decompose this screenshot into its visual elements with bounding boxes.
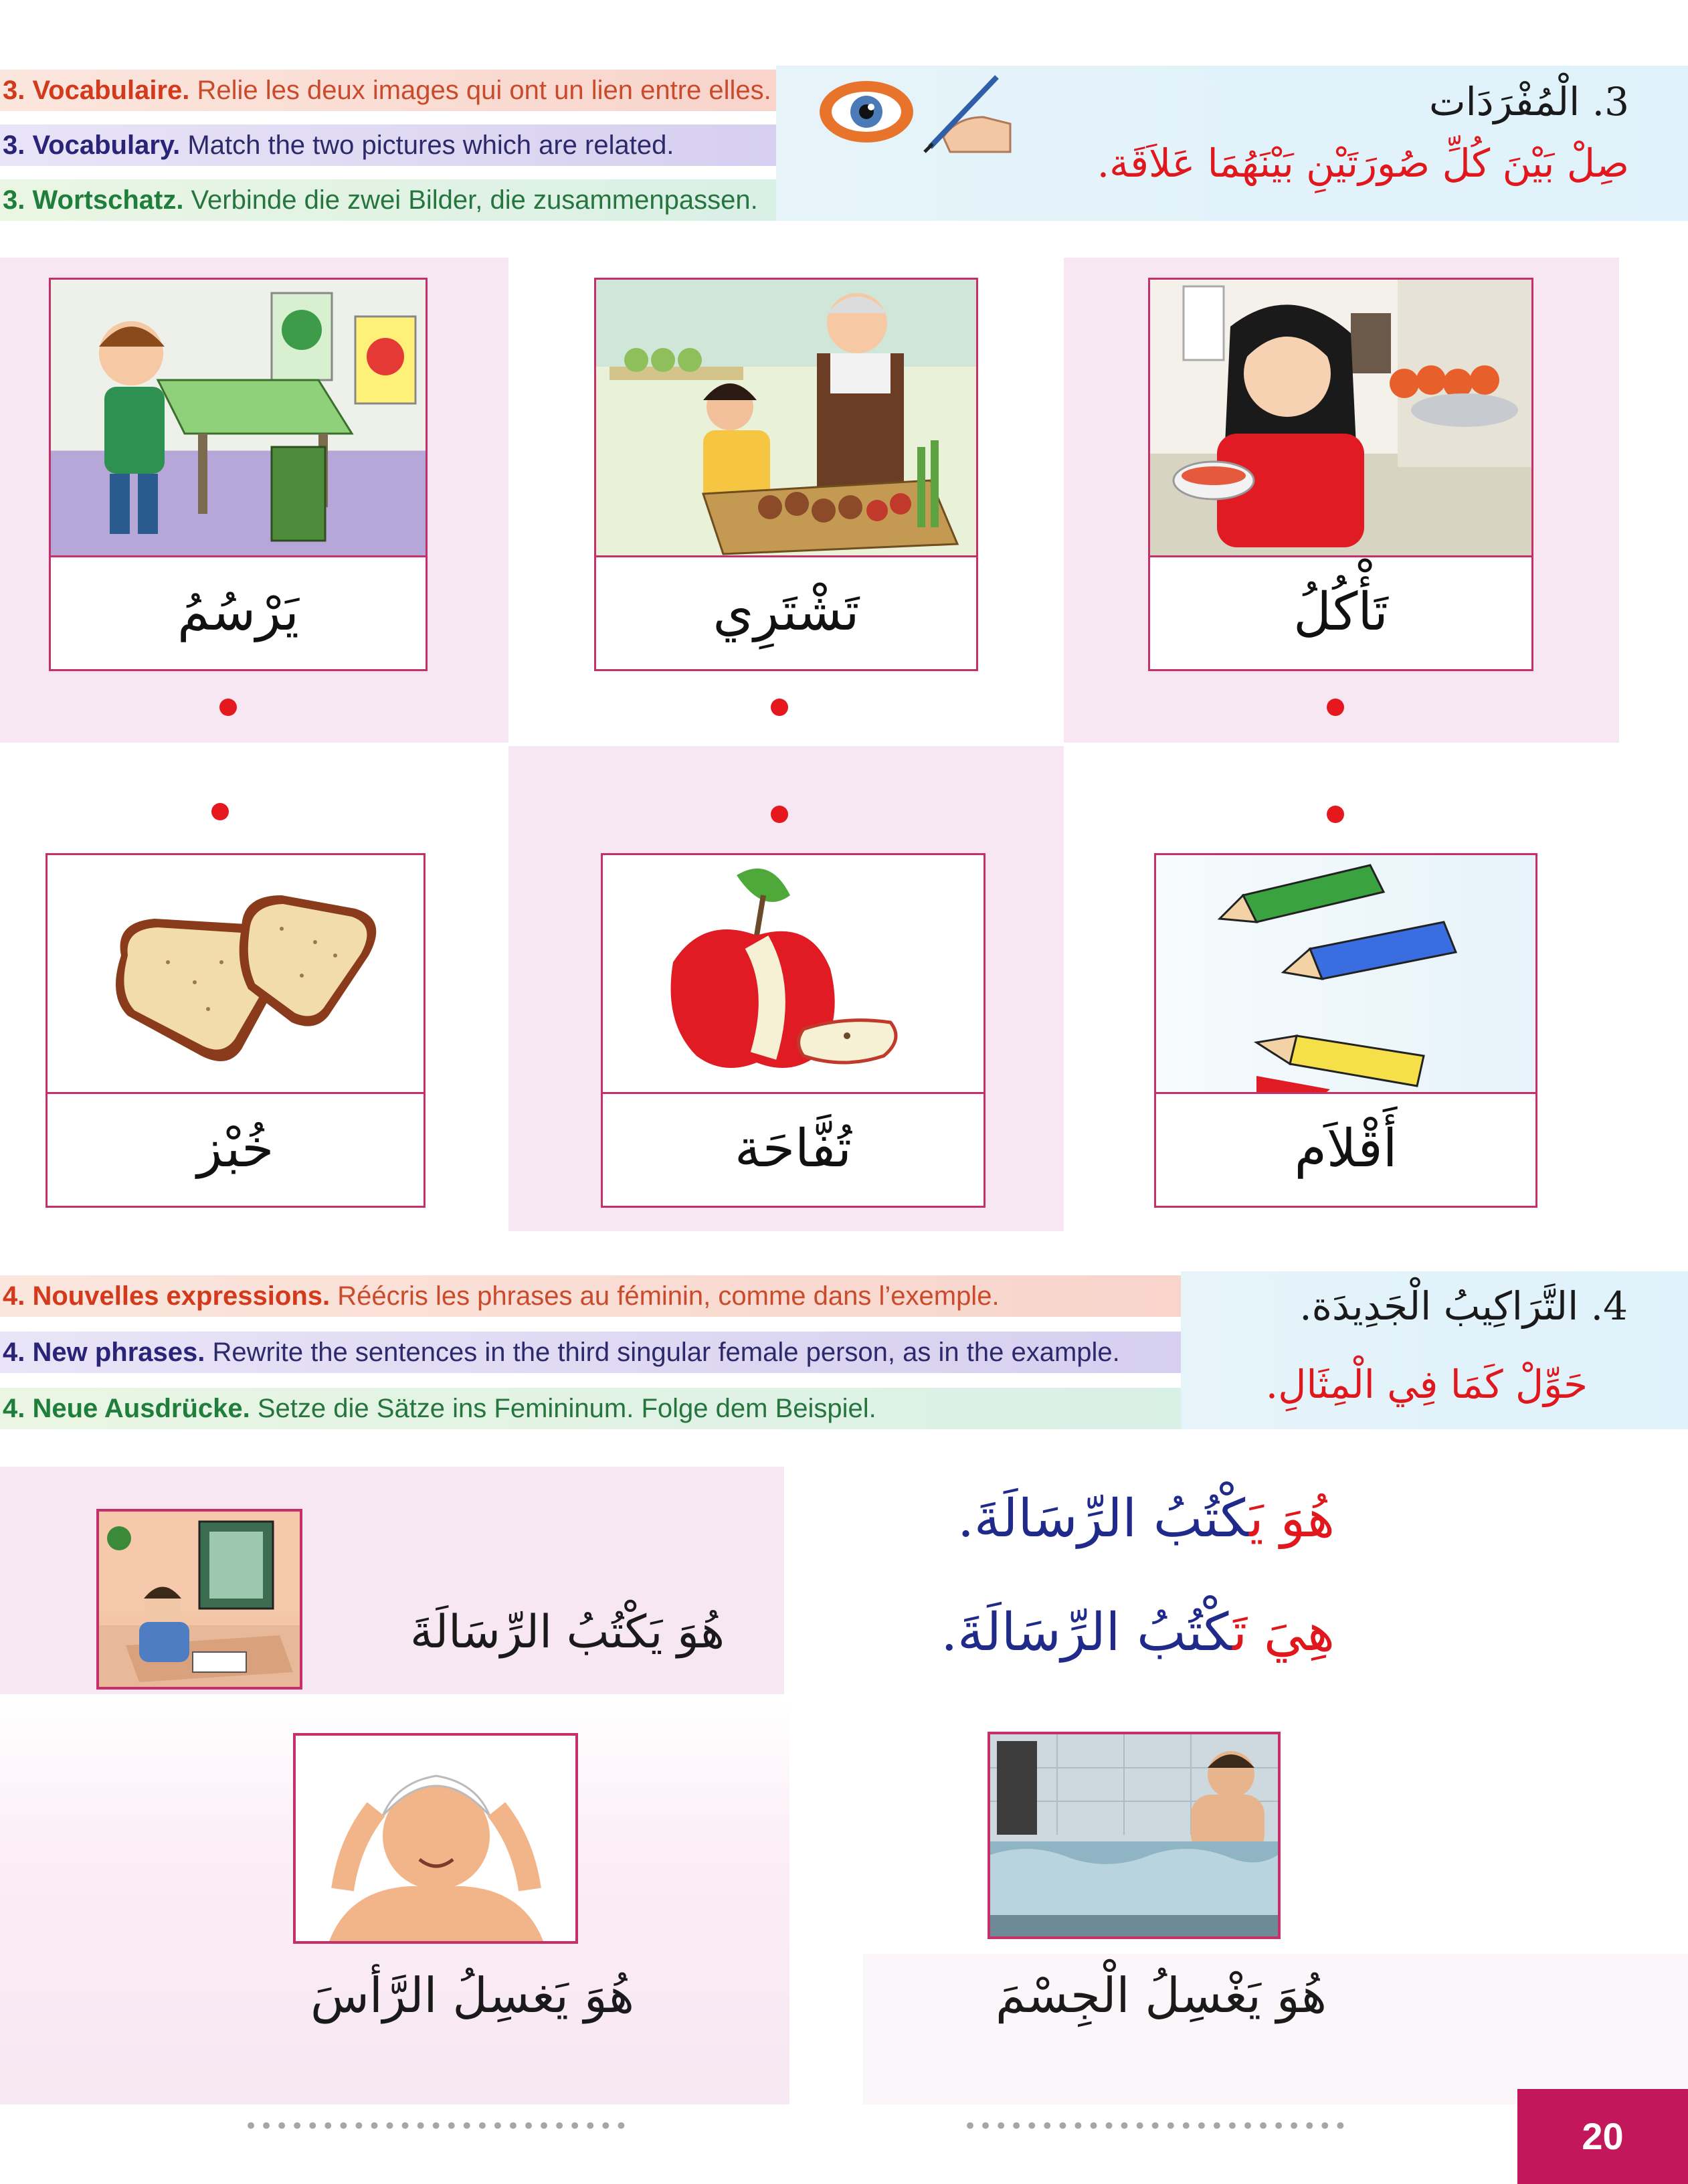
ex4-instruction-en [0,1332,1181,1373]
fem-prefix: تَ [1232,1603,1248,1663]
page-number: 20 [1582,2115,1624,2157]
ex4-en-bold: 4. New phrases. [3,1338,205,1367]
bread-picture [48,855,424,1094]
page-number-badge [1517,2089,1688,2184]
match-dot-bottom-3[interactable] [1327,806,1344,823]
ex3-instruction-en [0,124,776,166]
bathing-body-picture [988,1732,1281,1939]
writing-hand-icon [917,70,1017,154]
masc-rest: كْتُبُ الرِّسَالَةَ. [957,1489,1250,1549]
ex3-arabic-title: 3. الْمُفْرَدَات [1429,79,1629,124]
apple-picture [603,855,983,1094]
ex3-en-text: Match the two pictures which are related. [180,130,674,160]
fem-rest: كْتُبُ الرِّسَالَةَ. [941,1603,1233,1663]
word-eats: تَأْكُلُ [1293,582,1388,642]
practice-sentence-head: هُوَ يَغسِلُ الرَّأسَ [310,1967,634,2023]
ex4-en-text: Rewrite the sentences in the third singular female person, as in the example. [205,1338,1120,1367]
ex3-en-bold: 3. Vocabulary. [3,130,181,160]
ex4-arabic-instruction: حَوِّلْ كَمَا فِي الْمِثَالِ. [1265,1362,1588,1407]
match-dot-bottom-2[interactable] [771,806,788,823]
ex3-de-bold: 3. Wortschatz. [3,185,184,215]
word-pencils: أَقْلاَم [1294,1119,1398,1179]
word-draws: يَرْسُمُ [177,582,299,642]
eating-girl-picture [1150,280,1531,557]
ex4-fr-text: Réécris les phrases au féminin, comme dans l’exemple. [330,1281,1000,1311]
card-buys [594,278,978,671]
ex3-arabic-instruction: صِلْ بَيْنَ كُلِّ صُورَتَيْنِ بَيْنَهُمَا عَلاَقَة. [1097,141,1629,186]
eye-icon [816,75,917,149]
word-buys: تَشْتَرِي [713,582,860,642]
ex3-fr-bold: 3. Vocabulaire. [3,76,190,105]
card-draws [49,278,428,671]
match-dot-top-3[interactable] [1327,699,1344,716]
masc-pronoun: هُوَ [1263,1489,1335,1549]
pencils-picture [1156,855,1535,1094]
match-dot-bottom-1[interactable] [211,803,229,820]
letter-writing-picture [96,1509,302,1690]
example-feminine-sentence [941,1603,1335,1663]
card-eats [1148,278,1533,671]
ex4-arabic-title: 4. التَّرَاكِيبُ الْجَدِيدَة. [1299,1283,1628,1329]
ex3-fr-text: Relie les deux images qui ont un lien entre elles. [189,76,771,105]
example-masculine-sentence [957,1489,1335,1549]
ex4-fr-bold: 4. Nouvelles expressions. [3,1281,331,1311]
match-dot-top-2[interactable] [771,699,788,716]
card-apple [601,853,986,1208]
word-apple: تُفَّاحَة [735,1119,852,1179]
word-bread: خُبْز [197,1119,274,1179]
answer-line-left[interactable]: ••••••••••••••••••••••••• [244,2113,630,2140]
ex4-instruction-de [0,1388,1181,1429]
fem-pronoun: هِيَ [1247,1603,1335,1663]
practice-sentence-body: هُوَ يَغْسِلُ الْجِسْمَ [995,1967,1327,2023]
answer-line-right[interactable]: ••••••••••••••••••••••••• [963,2113,1349,2140]
ex3-instruction-fr [0,70,776,111]
ex4-de-text: Setze die Sätze ins Femininum. Folge dem Beispiel. [250,1394,876,1423]
example-sentence-prompt: هُوَ يَكْتُبُ الرِّسَالَةَ [410,1606,725,1659]
masc-prefix: يَ [1249,1489,1264,1549]
ex3-instruction-de [0,179,776,221]
card-pencils [1154,853,1537,1208]
ex4-de-bold: 4. Neue Ausdrücke. [3,1394,250,1423]
drawing-boy-picture [51,280,426,557]
washing-head-picture [293,1733,578,1944]
card-bread [45,853,426,1208]
match-dot-top-1[interactable] [219,699,237,716]
grocery-shop-picture [596,280,976,557]
ex3-de-text: Verbinde die zwei Bilder, die zusammenpassen. [183,185,758,215]
ex4-instruction-fr [0,1275,1181,1317]
